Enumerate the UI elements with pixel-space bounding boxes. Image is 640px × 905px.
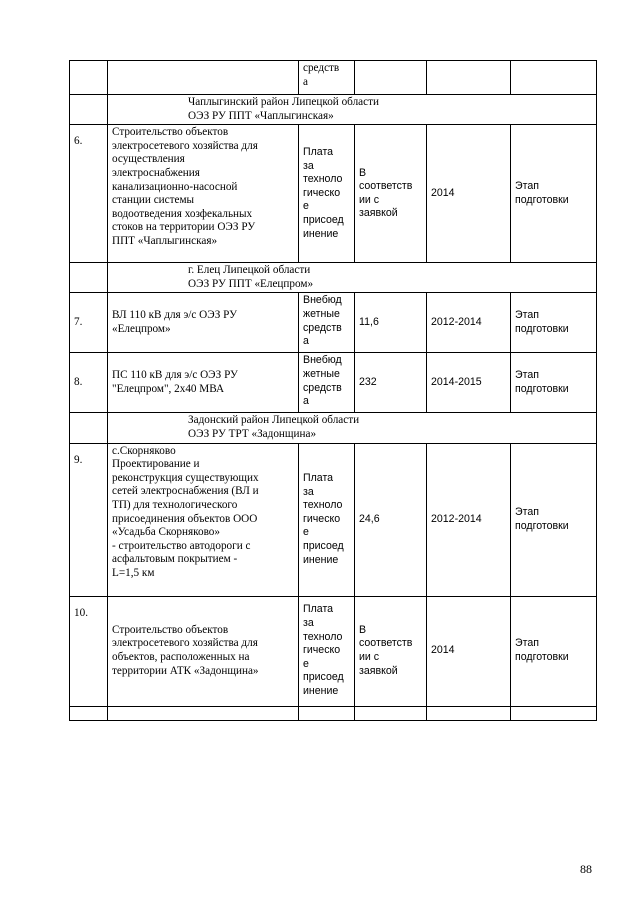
period: 2014 <box>427 596 511 706</box>
table-row <box>70 443 597 596</box>
period: 2012-2014 <box>427 293 511 353</box>
object-name: ПС 110 кВ для э/с ОЭЗ РУ "Елецпром", 2х40 МВА <box>108 353 299 413</box>
section-heading-elets: г. Елец Липецкой области ОЭЗ РУ ППТ «Елецпром» <box>108 263 597 293</box>
source-cell: средств а <box>299 61 355 95</box>
amount: 232 <box>355 353 427 413</box>
funding-source: Внебюд жетные средств а <box>299 293 355 353</box>
stage: Этап подготовки <box>511 353 597 413</box>
funding-source: Плата за техноло гическо е присоед инение <box>299 125 355 263</box>
page-number: 88 <box>580 862 592 876</box>
section-row <box>70 413 597 443</box>
object-name: с.Скорняково Проектирование и реконструкция существующих сетей электроснабжения (ВЛ и ТП) для технологического присоединения объектов ООО «Усадьба Скорняково» - строительство автодороги с асфальтовым покрытием - L=1,5 км <box>108 443 299 596</box>
row-number: 8. <box>70 353 108 413</box>
funding-source: Плата за техноло гическо е присоед инение <box>299 596 355 706</box>
table-row <box>70 706 597 720</box>
section-row <box>70 263 597 293</box>
period: 2014-2015 <box>427 353 511 413</box>
table-row <box>70 353 597 413</box>
funding-source: Плата за техноло гическо е присоед инение <box>299 443 355 596</box>
object-name: ВЛ 110 кВ для э/с ОЭЗ РУ «Елецпром» <box>108 293 299 353</box>
section-heading-zadonsk: Задонский район Липецкой области ОЭЗ РУ ТРТ «Задонщина» <box>108 413 597 443</box>
table-row <box>70 293 597 353</box>
object-name: Строительство объектов электросетевого хозяйства для объектов, расположенных на территории АТК «Задонщина» <box>108 596 299 706</box>
section-heading-chaplygin: Чаплыгинский район Липецкой области ОЭЗ РУ ППТ «Чаплыгинская» <box>108 95 597 125</box>
amount: В соответств ии с заявкой <box>355 596 427 706</box>
row-number: 10. <box>70 596 108 706</box>
object-name: Строительство объектов электросетевого хозяйства для осуществления электроснабжения канализационно-насосной станции системы водоотведения хозфекальных стоков на территории ОЭЗ РУ ППТ «Чаплыгинская» <box>108 125 299 263</box>
row-number: 6. <box>70 125 108 263</box>
investment-table <box>69 60 597 721</box>
stage: Этап подготовки <box>511 596 597 706</box>
period: 2012-2014 <box>427 443 511 596</box>
amount: В соответств ии с заявкой <box>355 125 427 263</box>
stage: Этап подготовки <box>511 125 597 263</box>
stage: Этап подготовки <box>511 443 597 596</box>
funding-source: Внебюд жетные средств а <box>299 353 355 413</box>
section-row <box>70 95 597 125</box>
table-row <box>70 61 597 95</box>
period: 2014 <box>427 125 511 263</box>
stage: Этап подготовки <box>511 293 597 353</box>
table-row <box>70 596 597 706</box>
row-number: 9. <box>70 443 108 596</box>
amount: 11,6 <box>355 293 427 353</box>
amount: 24,6 <box>355 443 427 596</box>
row-number: 7. <box>70 293 108 353</box>
table-row <box>70 125 597 263</box>
